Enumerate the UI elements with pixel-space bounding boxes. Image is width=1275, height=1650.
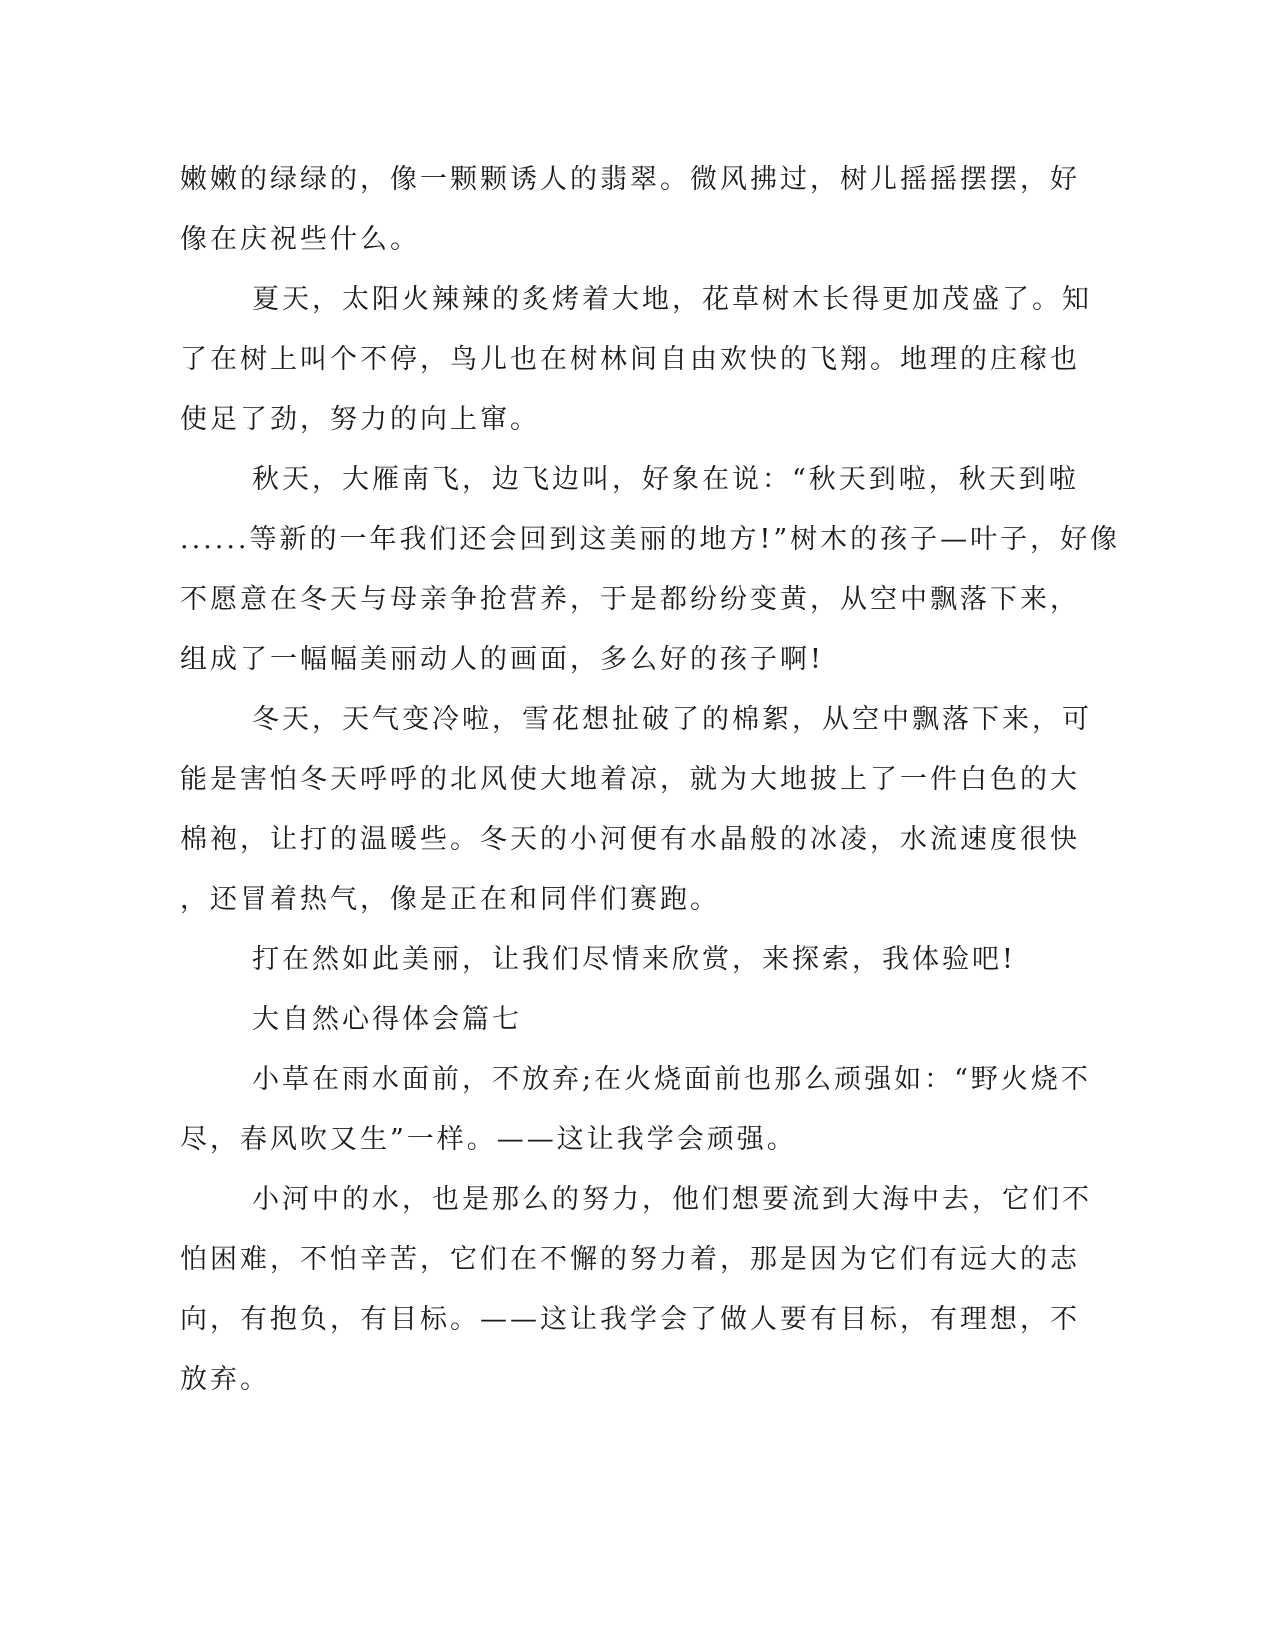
text-line: 了在树上叫个不停，鸟儿也在树林间自由欢快的飞翔。地理的庄稼也 — [180, 344, 1080, 375]
paragraph-winter-start: 冬天，天气变冷啦，雪花想扯破了的棉絮，从空中飘落下来，可 — [252, 704, 1092, 735]
paragraph-grass-start: 小草在雨水面前，不放弃;在火烧面前也那么顽强如：“野火烧不 — [252, 1064, 1091, 1095]
paragraph-autumn-start: 秋天，大雁南飞，边飞边叫，好象在说：“秋天到啦，秋天到啦 — [252, 464, 1079, 495]
text-line: 像在庆祝些什么。 — [180, 224, 420, 255]
paragraph-river-start: 小河中的水，也是那么的努力，他们想要流到大海中去，它们不 — [252, 1184, 1092, 1215]
text-line: 组成了一幅幅美丽动人的画面，多么好的孩子啊! — [180, 644, 824, 675]
paragraph-summer-start: 夏天，太阳火辣辣的炙烤着大地，花草树木长得更加茂盛了。知 — [252, 284, 1092, 315]
text-line: 尽，春风吹又生”一样。——这让我学会顽强。 — [180, 1124, 797, 1155]
text-line: 怕困难，不怕辛苦，它们在不懈的努力着，那是因为它们有远大的志 — [180, 1244, 1080, 1275]
body-text — [180, 150, 1121, 1410]
text-line: 嫩嫩的绿绿的，像一颗颗诱人的翡翠。微风拂过，树儿摇摇摆摆，好 — [180, 164, 1080, 195]
text-line: 能是害怕冬天呼呼的北风使大地着凉，就为大地披上了一件白色的大 — [180, 764, 1080, 795]
text-line: 放弃。 — [180, 1364, 270, 1395]
text-line: 不愿意在冬天与母亲争抢营养，于是都纷纷变黄，从空中飘落下来， — [180, 584, 1080, 615]
text-line: 向，有抱负，有目标。——这让我学会了做人要有目标，有理想，不 — [180, 1304, 1080, 1335]
text-line: 棉袍，让打的温暖些。冬天的小河便有水晶般的冰凌，水流速度很快 — [180, 824, 1080, 855]
section-heading: 大自然心得体会篇七 — [252, 1004, 522, 1035]
paragraph-conclusion: 打在然如此美丽，让我们尽情来欣赏，来探索，我体验吧! — [252, 944, 1016, 975]
text-line: ，还冒着热气，像是正在和同伴们赛跑。 — [180, 884, 720, 915]
text-line: ......等新的一年我们还会回到这美丽的地方!”树木的孩子—叶子，好像 — [180, 524, 1121, 555]
text-line: 使足了劲，努力的向上窜。 — [180, 404, 540, 435]
